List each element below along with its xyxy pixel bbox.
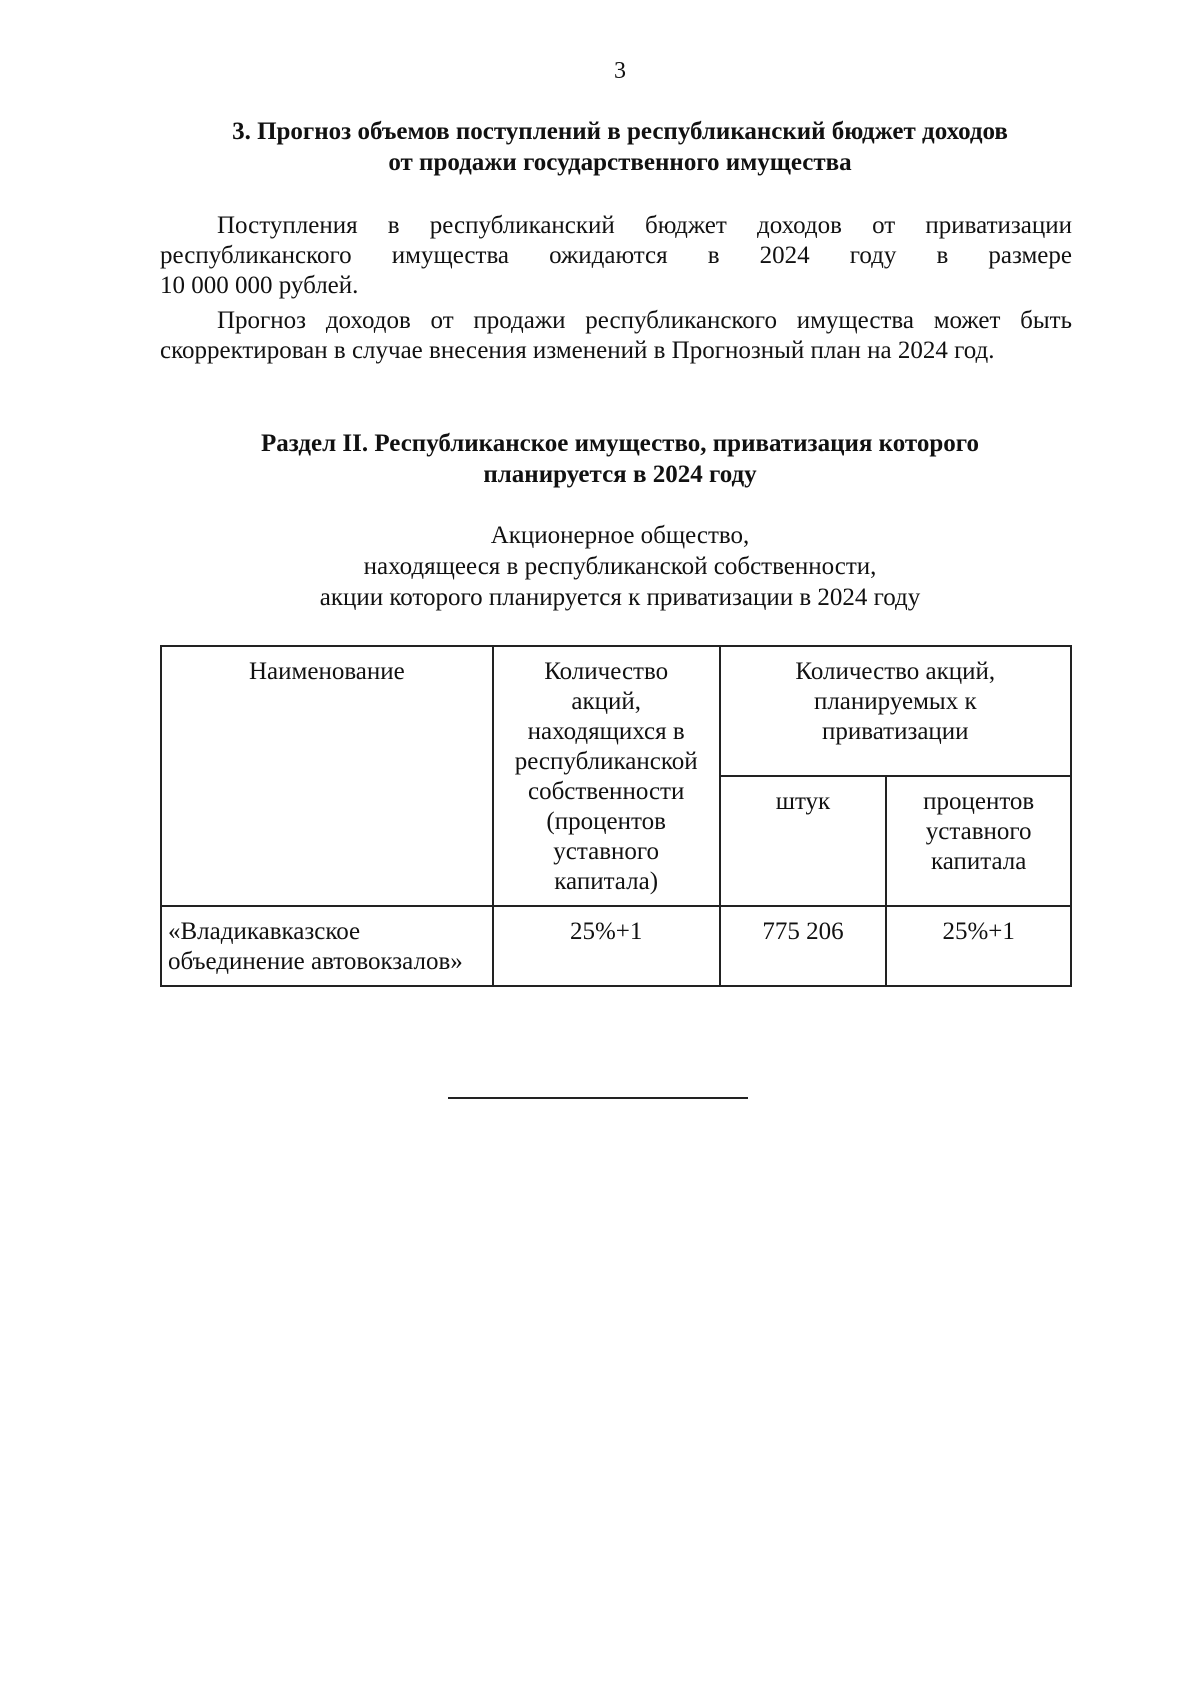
header-percent-line: процентов <box>923 788 1035 815</box>
company-name-line: объединение автовокзалов» <box>168 948 463 975</box>
cell-owned-shares: 25%+1 <box>493 906 720 986</box>
cell-company-name <box>161 906 493 986</box>
company-name-line: «Владикавказское <box>168 918 361 945</box>
subtitle-line-2: находящееся в республиканской собственности, <box>363 553 877 580</box>
section-ii-title-line-1: Раздел II. Республиканское имущество, приватизация которого <box>261 430 979 457</box>
subtitle-line-3: акции которого планируется к приватизации в 2024 году <box>319 584 921 611</box>
revenue-paragraph-line-1: Поступления в республиканский бюджет доходов от приватизации <box>217 212 1072 239</box>
table-row <box>161 906 1071 986</box>
closing-rule-line <box>448 1097 748 1099</box>
revenue-paragraph-line-3: 10 000 000 рублей. <box>160 272 359 299</box>
forecast-paragraph-line-1: Прогноз доходов от продажи республиканского имущества может быть <box>217 307 1072 334</box>
header-planned-line: планируемых к <box>813 688 977 715</box>
header-planned-line: приватизации <box>821 718 969 745</box>
page-number: 3 <box>614 58 626 84</box>
section-ii-title <box>145 428 1095 490</box>
header-owned-line: акций, <box>571 688 641 715</box>
joint-stock-company-subtitle <box>150 520 1090 613</box>
header-percent-line: капитала <box>930 848 1027 875</box>
section-3-title-line-2: от продажи государственного имущества <box>388 149 852 176</box>
header-percent-line: уставного <box>925 818 1032 845</box>
header-owned-line: республиканской <box>514 748 698 775</box>
header-planned-line: Количество акций, <box>795 658 996 685</box>
header-owned-line: уставного <box>553 838 660 865</box>
header-owned-line: Количество <box>544 658 669 685</box>
table-header-row <box>161 646 1071 776</box>
header-name: Наименование <box>161 646 493 906</box>
cell-pieces: 775 206 <box>720 906 887 986</box>
header-planned-shares <box>720 646 1071 776</box>
header-percent <box>886 776 1071 906</box>
privatization-shares-table <box>160 645 1072 987</box>
header-owned-line: собственности <box>527 778 685 805</box>
cell-percent: 25%+1 <box>886 906 1071 986</box>
section-3-title-line-1: 3. Прогноз объемов поступлений в республиканский бюджет доходов <box>232 118 1008 145</box>
subtitle-line-1: Акционерное общество, <box>490 522 750 549</box>
header-owned-line: находящихся в <box>527 718 685 745</box>
section-3-title <box>150 116 1090 178</box>
forecast-paragraph-line-2: скорректирован в случае внесения изменений в Прогнозный план на 2024 год. <box>160 337 995 364</box>
header-owned-line: (процентов <box>546 808 666 835</box>
header-pieces: штук <box>720 776 887 906</box>
revenue-paragraph <box>160 211 1072 301</box>
header-owned-line: капитала) <box>554 868 659 895</box>
forecast-paragraph <box>160 306 1072 366</box>
revenue-paragraph-line-2: республиканского имущества ожидаются в 2024 году в размере <box>160 242 1072 269</box>
section-ii-title-line-2: планируется в 2024 году <box>483 461 757 488</box>
header-owned-shares <box>493 646 720 906</box>
